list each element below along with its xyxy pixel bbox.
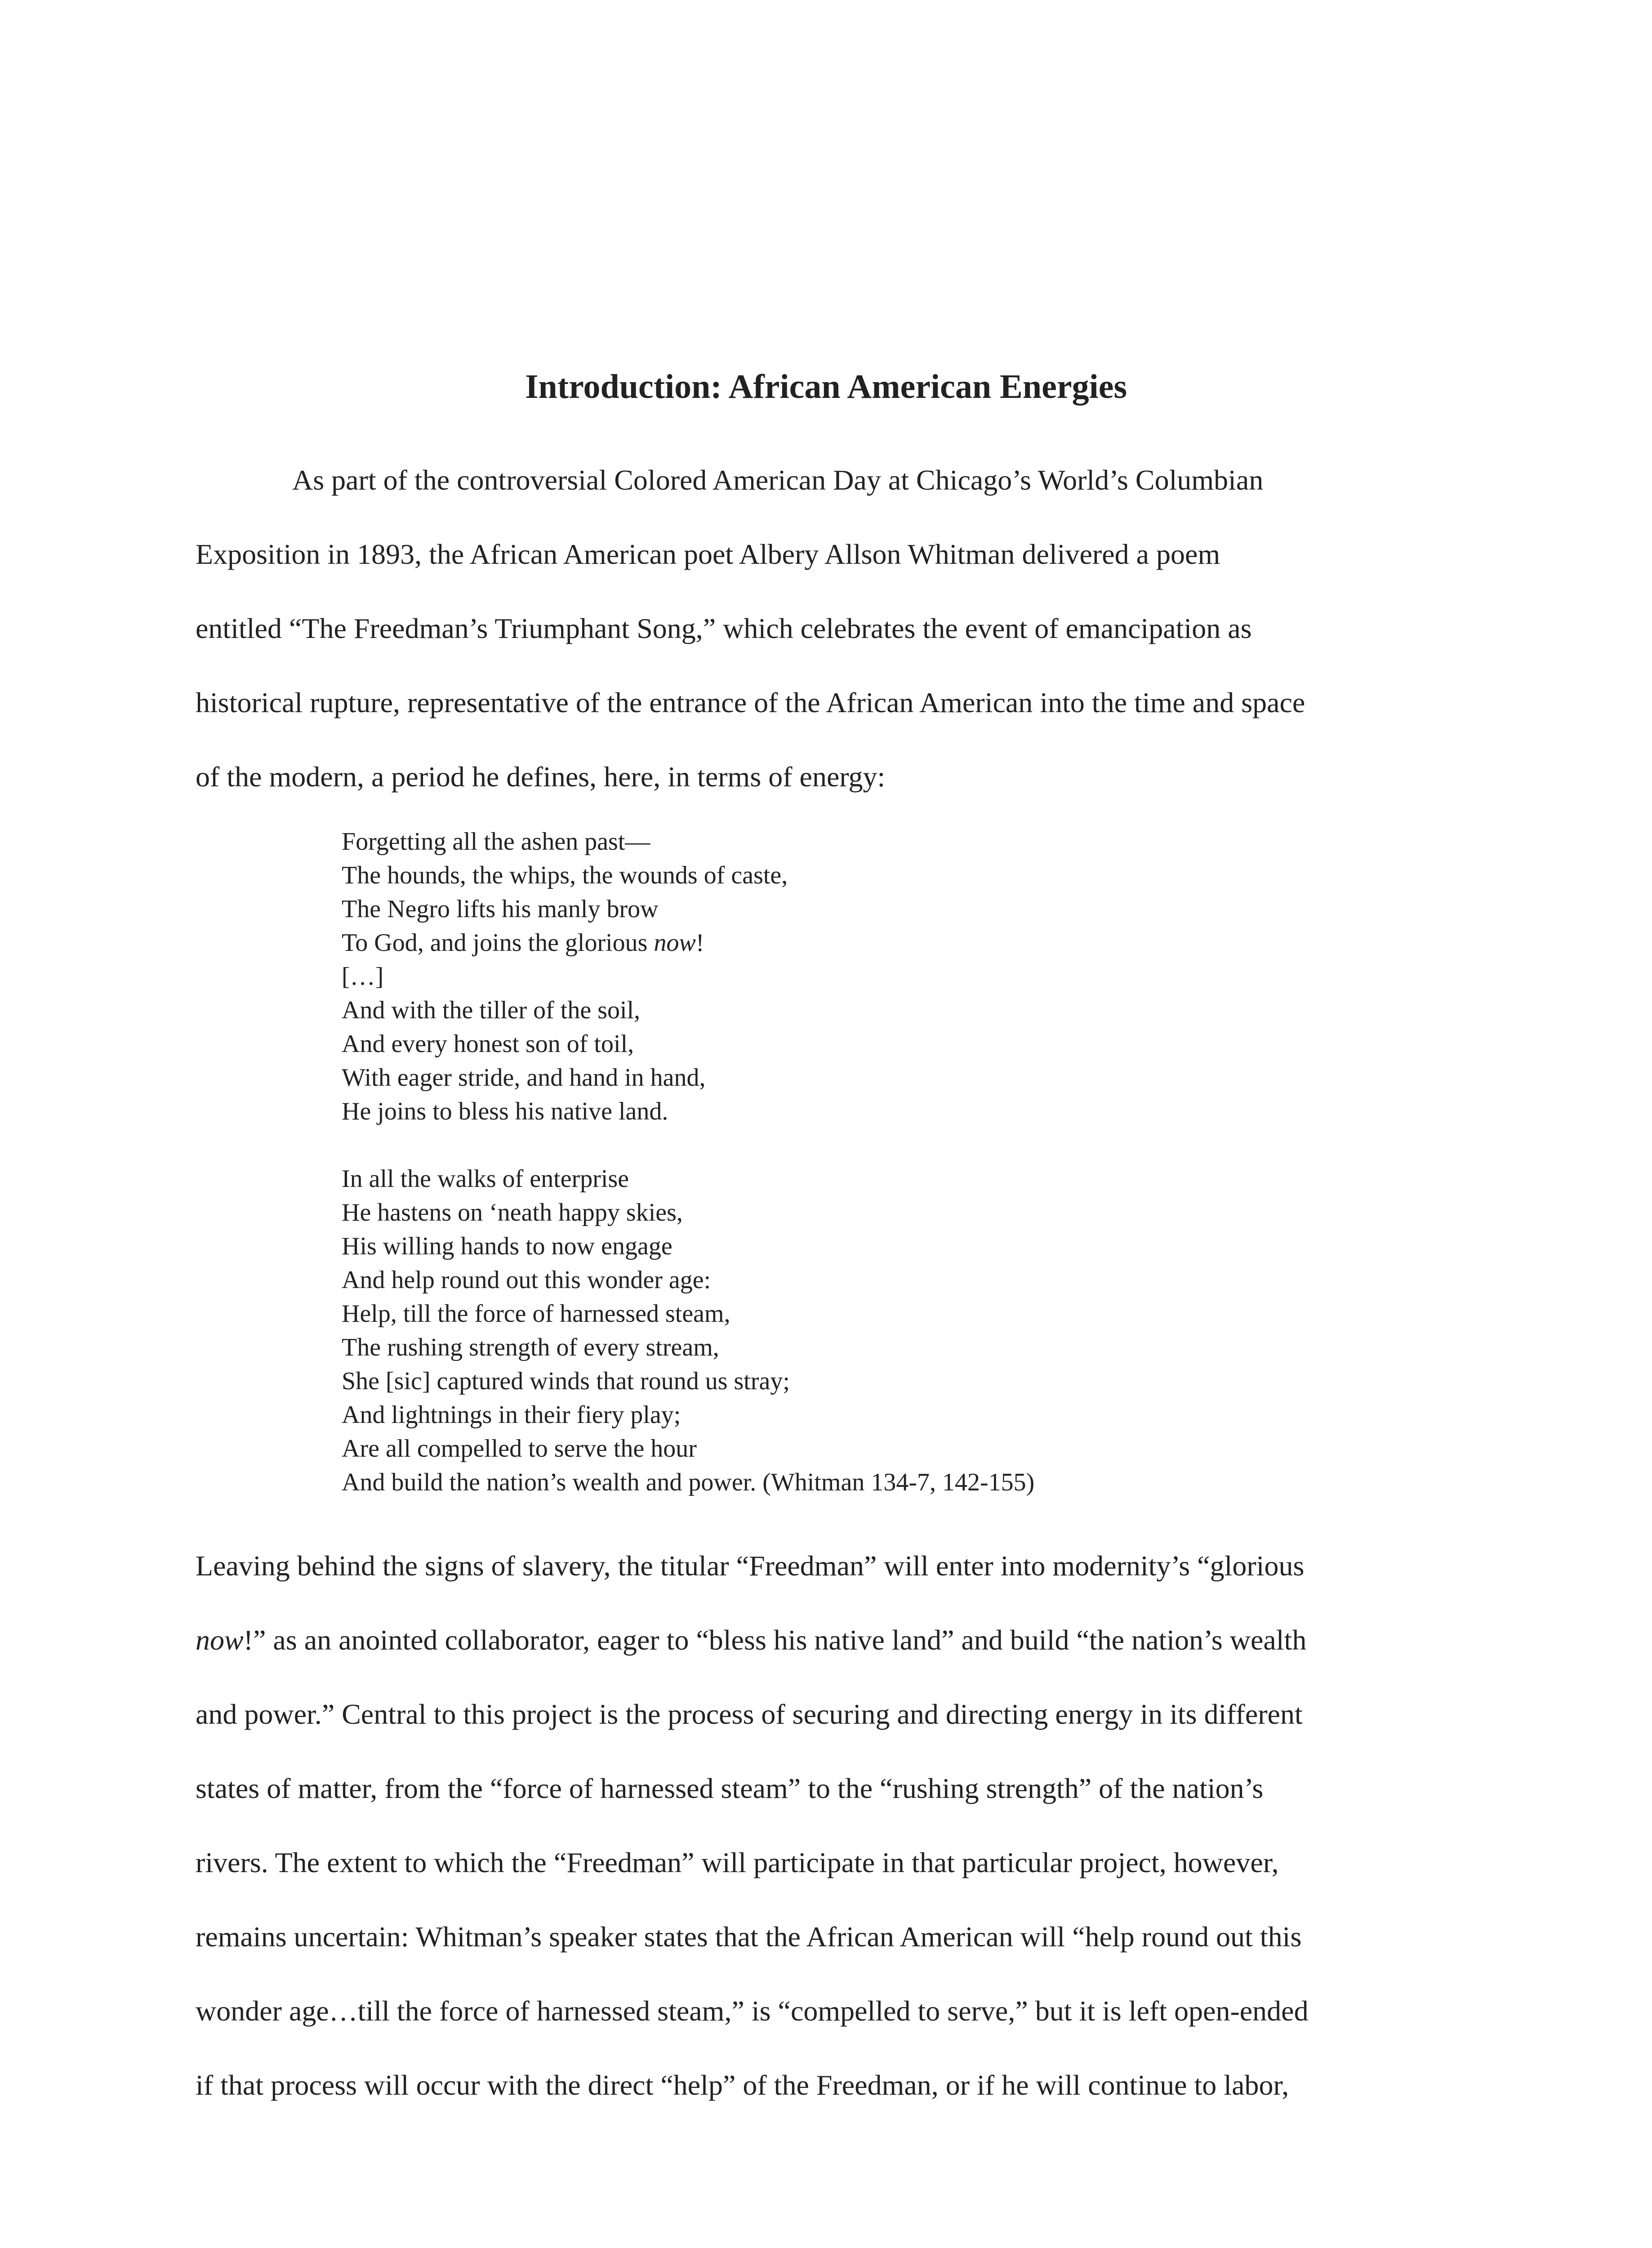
- paragraph-line: remains uncertain: Whitman’s speaker states that the African American will “help round out this: [196, 1921, 1302, 1953]
- paragraph-line: if that process will occur with the direct “help” of the Freedman, or if he will continue to labor,: [196, 2069, 1289, 2101]
- poem-line: He joins to bless his native land.: [342, 1097, 668, 1125]
- poem-line: He hastens on ‘neath happy skies,: [342, 1199, 683, 1227]
- paragraph-line: Exposition in 1893, the African American poet Albery Allson Whitman delivered a poem: [196, 538, 1220, 570]
- poem-line: And with the tiller of the soil,: [342, 996, 641, 1024]
- poem-line: And help round out this wonder age:: [342, 1266, 711, 1294]
- paragraph-line: of the modern, a period he defines, here, in terms of energy:: [196, 761, 886, 793]
- body-paragraph: [196, 1529, 1463, 2122]
- poem-line-text: To God, and joins the glorious: [342, 929, 654, 957]
- paragraph-line: wonder age…till the force of harnessed steam,” is “compelled to serve,” but it is left open-ended: [196, 1995, 1309, 2027]
- paragraph-line: [196, 1603, 1463, 1677]
- paragraph-line-text: !” as an anointed collaborator, eager to “bless his native land” and build “the nation’s wealth: [243, 1624, 1307, 1656]
- poem-line: Help, till the force of harnessed steam,: [342, 1300, 730, 1328]
- paragraph-line: Leaving behind the signs of slavery, the titular “Freedman” will enter into modernity’s “glorious: [196, 1550, 1305, 1582]
- poem-line: The hounds, the whips, the wounds of caste,: [342, 861, 788, 889]
- poem-line: She [sic] captured winds that round us stray;: [342, 1367, 790, 1395]
- paragraph-line: and power.” Central to this project is the process of securing and directing energy in its different: [196, 1698, 1303, 1730]
- intro-paragraph: [196, 443, 1463, 814]
- emphasis-now: now: [196, 1624, 244, 1656]
- block-quote-poem-stanza-2: [342, 1162, 1465, 1499]
- poem-line: And every honest son of toil,: [342, 1030, 634, 1058]
- poem-line: Forgetting all the ashen past—: [342, 828, 650, 856]
- paragraph-line: entitled “The Freedman’s Triumphant Song,” which celebrates the event of emancipation as: [196, 612, 1252, 644]
- poem-line: Are all compelled to serve the hour: [342, 1435, 697, 1463]
- emphasis-now: now: [654, 929, 696, 957]
- poem-line: [342, 926, 1465, 960]
- paragraph-line: historical rupture, representative of the entrance of the African American into the time and space: [196, 687, 1305, 718]
- poem-ellipsis: […]: [342, 963, 384, 990]
- page-number: [0, 2246, 1652, 2248]
- poem-line-punct: !: [695, 929, 704, 957]
- paragraph-line: states of matter, from the “force of harnessed steam” to the “rushing strength” of the nation’s: [196, 1772, 1264, 1804]
- paragraph-line: As part of the controversial Colored American Day at Chicago’s World’s Columbian: [292, 464, 1264, 496]
- paragraph-line: rivers. The extent to which the “Freedman” will participate in that particular project, however,: [196, 1847, 1279, 1878]
- poem-line: And build the nation’s wealth and power. (Whitman 134-7, 142-155): [342, 1468, 1035, 1496]
- poem-line: The rushing strength of every stream,: [342, 1334, 719, 1361]
- block-quote-poem: [342, 825, 1465, 1128]
- poem-line: And lightnings in their fiery play;: [342, 1401, 681, 1429]
- poem-line: In all the walks of enterprise: [342, 1165, 629, 1193]
- poem-line: His willing hands to now engage: [342, 1232, 672, 1260]
- poem-line: With eager stride, and hand in hand,: [342, 1064, 706, 1092]
- page-title: Introduction: African American Energies: [525, 368, 1127, 406]
- poem-line: The Negro lifts his manly brow: [342, 895, 659, 923]
